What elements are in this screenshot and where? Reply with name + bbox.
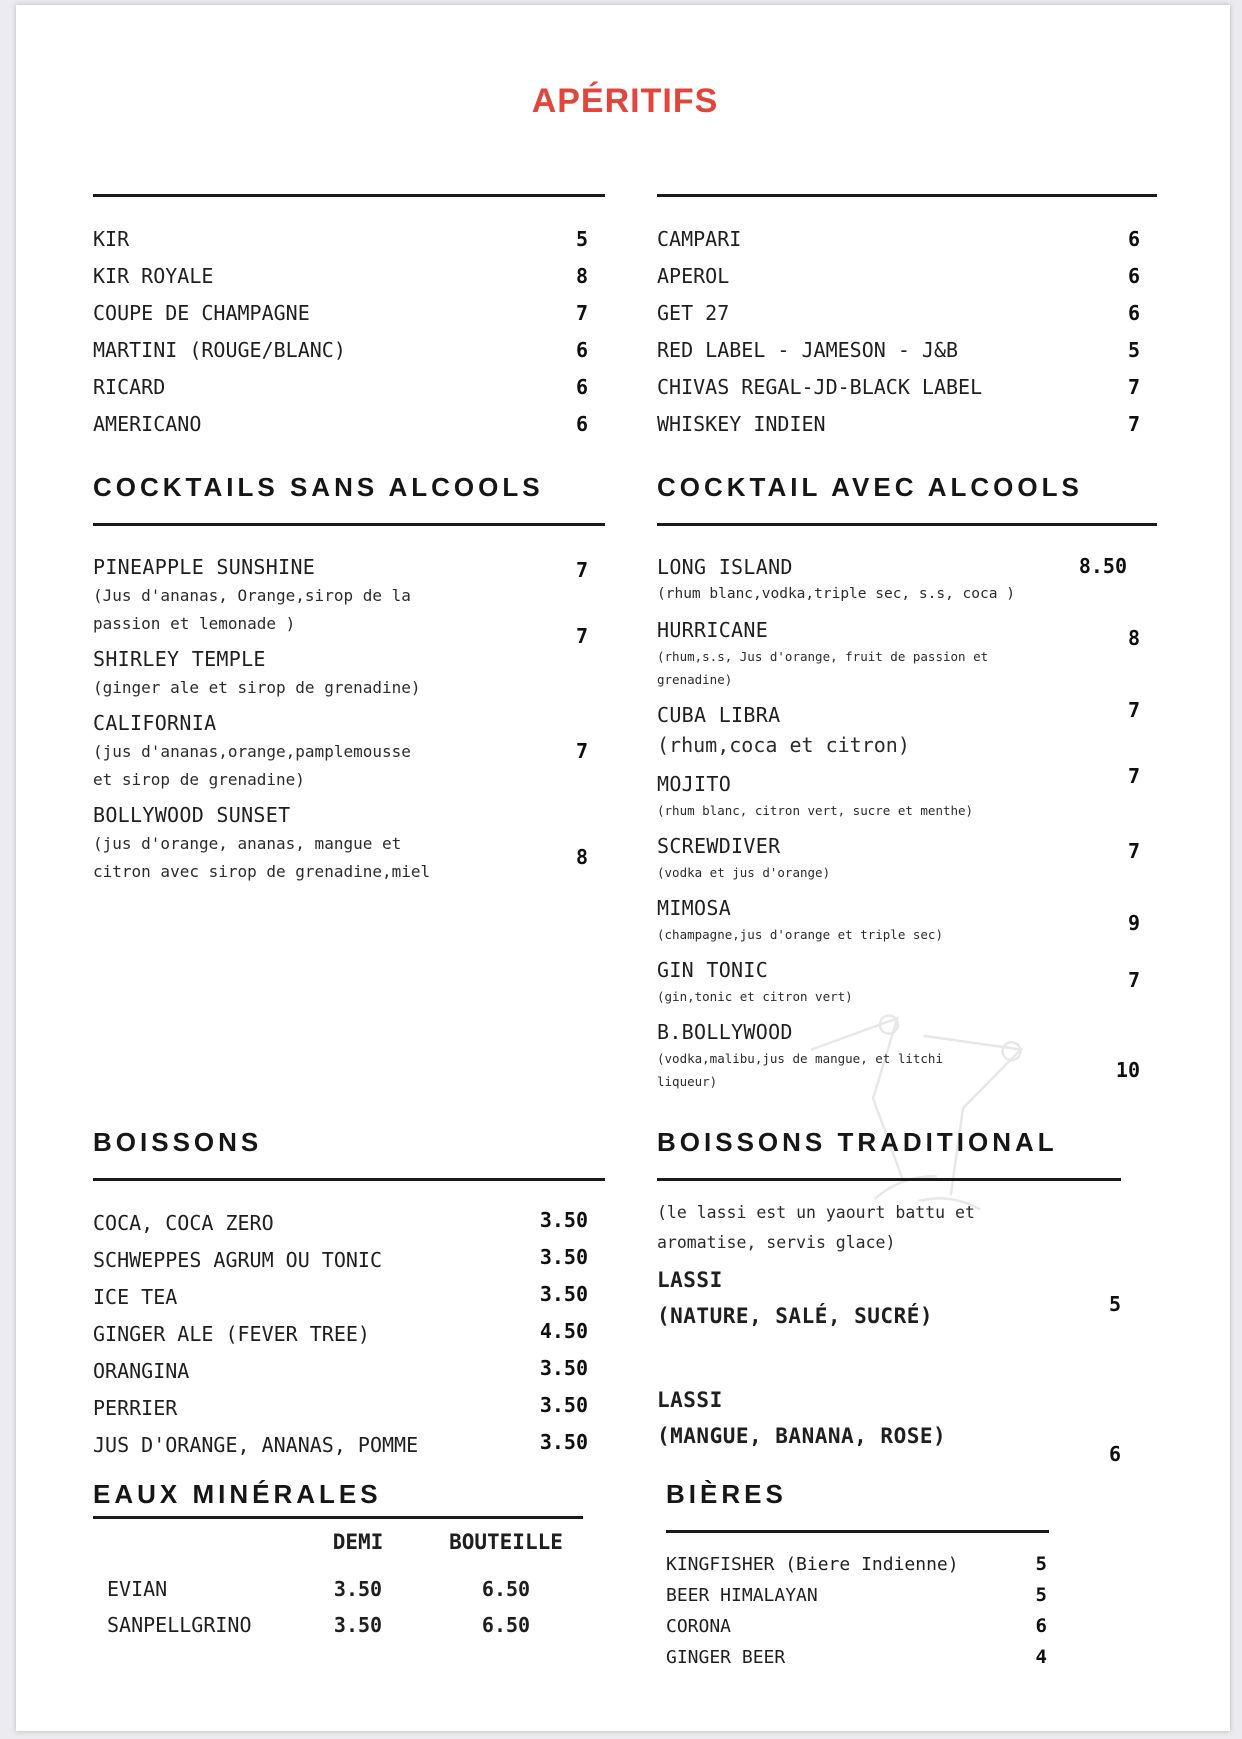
menu-item-price: 7 xyxy=(1127,698,1140,723)
section-heading: BIÈRES xyxy=(666,1479,787,1510)
section-heading: EAUX MINÉRALES xyxy=(93,1479,382,1510)
menu-item-description: (gin,tonic et citron vert) xyxy=(657,989,853,1005)
menu-item xyxy=(666,1580,1049,1611)
menu-item xyxy=(93,1390,605,1427)
menu-item-name: PINEAPPLE SUNSHINE xyxy=(93,555,316,580)
bieres-list xyxy=(666,1549,1049,1673)
section-note: (le lassi est un yaourt battu et aromatise, servis glace) xyxy=(657,1203,975,1253)
menu-item-price: 9 xyxy=(1127,911,1140,936)
menu-item-variants: (NATURE, SALÉ, SUCRÉ) xyxy=(657,1304,934,1329)
menu-item-price: 6 xyxy=(575,375,588,400)
menu-item-name: GINGER BEER xyxy=(666,1647,786,1669)
menu-item-price: 5 xyxy=(1127,338,1140,363)
menu-item xyxy=(93,800,605,886)
menu-item xyxy=(93,1279,605,1316)
menu-item xyxy=(657,552,1157,606)
menu-item-name: KINGFISHER (Biere Indienne) xyxy=(666,1554,959,1576)
menu-item xyxy=(657,1382,1157,1467)
page-title: APÉRITIFS xyxy=(531,82,719,120)
menu-item-name: GINGER ALE (FEVER TREE) xyxy=(93,1322,370,1347)
menu-item xyxy=(657,258,1157,295)
table-row-name: EVIAN xyxy=(107,1577,168,1602)
menu-item-variants: (MANGUE, BANANA, ROSE) xyxy=(657,1424,947,1449)
menu-item-name: COCA, COCA ZERO xyxy=(93,1211,274,1236)
menu-item xyxy=(93,624,605,702)
menu-item-price: 7 xyxy=(575,624,588,649)
menu-page xyxy=(16,5,1230,1731)
table-cell-price: 6.50 xyxy=(481,1577,531,1602)
table-cell-price: 3.50 xyxy=(333,1613,383,1638)
menu-item xyxy=(93,1316,605,1353)
aperitifs-right-column xyxy=(657,194,1157,443)
menu-item-description: (ginger ale et sirop de grenadine) xyxy=(93,678,421,698)
section-heading: BOISSONS xyxy=(93,1127,263,1158)
menu-item xyxy=(93,1205,605,1242)
menu-item-name: JUS D'ORANGE, ANANAS, POMME xyxy=(93,1433,419,1458)
menu-item xyxy=(93,1353,605,1390)
menu-item-name: SHIRLEY TEMPLE xyxy=(93,647,266,672)
bieres-section xyxy=(666,1478,1049,1673)
column-header-demi: DEMI xyxy=(332,1530,384,1555)
menu-item-price: 3.50 xyxy=(539,1356,588,1381)
menu-item xyxy=(666,1611,1049,1642)
boissons-traditional-section xyxy=(657,1126,1157,1467)
menu-item-name: ORANGINA xyxy=(93,1359,190,1384)
menu-item-price: 7 xyxy=(1127,968,1140,993)
menu-item xyxy=(93,221,605,258)
menu-item-description: (rhum,coca et citron) xyxy=(657,733,910,758)
menu-item-price: 7 xyxy=(1127,764,1140,789)
menu-item-description: (vodka et jus d'orange) xyxy=(657,865,831,881)
menu-item-price: 8 xyxy=(575,264,588,289)
menu-item-name: RED LABEL - JAMESON - J&B xyxy=(657,338,959,363)
menu-item-name: BOLLYWOOD SUNSET xyxy=(93,803,291,828)
menu-item-name: BEER HIMALAYAN xyxy=(666,1585,818,1607)
menu-item-price: 6 xyxy=(575,338,588,363)
section-rule xyxy=(93,1516,583,1519)
menu-item-price: 4.50 xyxy=(539,1319,588,1344)
menu-item-name: ICE TEA xyxy=(93,1285,178,1310)
boissons-list xyxy=(93,1205,605,1464)
menu-item-name: CHIVAS REGAL-JD-BLACK LABEL xyxy=(657,375,983,400)
menu-item-name: SCHWEPPES AGRUM OU TONIC xyxy=(93,1248,382,1273)
menu-item-description: (rhum blanc, citron vert, sucre et menthe) xyxy=(657,803,974,819)
column-header-bouteille: BOUTEILLE xyxy=(449,1530,563,1555)
menu-item xyxy=(93,295,605,332)
menu-item-price: 6 xyxy=(1127,301,1140,326)
menu-item xyxy=(657,893,1157,946)
menu-item-price: 7 xyxy=(1127,839,1140,864)
menu-item-name: KIR xyxy=(93,227,130,252)
section-heading: COCKTAIL AVEC ALCOOLS xyxy=(657,472,1083,503)
menu-item-price: 4 xyxy=(1035,1646,1047,1669)
section-rule xyxy=(666,1530,1049,1533)
table-row-name: SANPELLGRINO xyxy=(107,1613,252,1638)
menu-item-name: GIN TONIC xyxy=(657,958,769,983)
menu-item-price: 5 xyxy=(1035,1584,1047,1607)
menu-item xyxy=(657,615,1157,691)
menu-item-name: MIMOSA xyxy=(657,896,732,921)
menu-item-description: (champagne,jus d'orange et triple sec) xyxy=(657,927,943,943)
cocktails-band xyxy=(93,471,1157,1102)
menu-item xyxy=(93,708,605,794)
menu-item-description: (jus d'orange, ananas, mangue et citron avec sirop de grenadine,miel xyxy=(93,834,431,882)
menu-item xyxy=(657,406,1157,443)
section-rule xyxy=(93,1178,605,1181)
menu-item xyxy=(666,1549,1049,1580)
menu-item-price: 3.50 xyxy=(539,1282,588,1307)
table-cell-price: 6.50 xyxy=(481,1613,531,1638)
menu-item-description: (rhum,s.s, Jus d'orange, fruit de passion et grenadine) xyxy=(657,649,989,688)
menu-item xyxy=(666,1642,1049,1673)
menu-item-name: CALIFORNIA xyxy=(93,711,217,736)
menu-item-name: AMERICANO xyxy=(93,412,202,437)
menu-item-price: 8 xyxy=(1127,626,1140,651)
menu-item-name: LONG ISLAND xyxy=(657,555,793,580)
boissons-section xyxy=(93,1126,605,1464)
menu-item xyxy=(93,1242,605,1279)
section-rule xyxy=(93,194,605,197)
menu-item-name: CUBA LIBRA xyxy=(657,703,781,728)
menu-item xyxy=(93,406,605,443)
aperitifs-band xyxy=(93,194,1157,443)
menu-item xyxy=(93,332,605,369)
menu-item xyxy=(657,1262,1157,1334)
menu-item-name: B.BOLLYWOOD xyxy=(657,1020,793,1045)
menu-item-description: (rhum blanc,vodka,triple sec, s.s, coca ) xyxy=(657,586,1015,603)
menu-item-price: 8 xyxy=(575,845,588,870)
section-rule xyxy=(657,523,1157,526)
menu-item-price: 6 xyxy=(1127,264,1140,289)
menu-item xyxy=(657,1017,1157,1093)
menu-item xyxy=(657,764,1157,822)
menu-item-name: MOJITO xyxy=(657,772,732,797)
menu-item xyxy=(657,221,1157,258)
menu-item-price: 6 xyxy=(1108,1442,1121,1467)
eaux-bieres-band xyxy=(93,1478,1157,1673)
menu-item-name: GET 27 xyxy=(657,301,730,326)
section-rule xyxy=(657,194,1157,197)
menu-item xyxy=(657,831,1157,884)
menu-item-description: (Jus d'ananas, Orange,sirop de la passion et lemonade ) xyxy=(93,586,411,634)
menu-item-name: MARTINI (ROUGE/BLANC) xyxy=(93,338,346,363)
boissons-band xyxy=(93,1126,1157,1467)
menu-item xyxy=(93,258,605,295)
menu-item-price: 5 xyxy=(1035,1553,1047,1576)
menu-item xyxy=(657,700,1157,760)
menu-item-price: 3.50 xyxy=(539,1430,588,1455)
section-rule xyxy=(93,523,605,526)
menu-item-price: 5 xyxy=(575,227,588,252)
menu-item-name: CAMPARI xyxy=(657,227,742,252)
menu-item-name: KIR ROYALE xyxy=(93,264,214,289)
menu-item-name: PERRIER xyxy=(93,1396,178,1421)
menu-item xyxy=(657,369,1157,406)
menu-item-price: 6 xyxy=(1035,1615,1047,1638)
menu-item-name: RICARD xyxy=(93,375,166,400)
menu-item xyxy=(657,295,1157,332)
menu-item-name: SCREWDIVER xyxy=(657,834,781,859)
menu-item-price: 7 xyxy=(1127,375,1140,400)
eaux-minerales-section xyxy=(93,1478,583,1643)
menu-item-name: LASSI xyxy=(657,1268,723,1293)
menu-item xyxy=(93,552,605,638)
menu-item xyxy=(93,1427,605,1464)
menu-item-price: 3.50 xyxy=(539,1245,588,1270)
menu-item-name: WHISKEY INDIEN xyxy=(657,412,826,437)
eaux-table xyxy=(93,1527,583,1643)
menu-item-description: (vodka,malibu,jus de mangue, et litchi liqueur) xyxy=(657,1051,943,1090)
aperitifs-left-list xyxy=(93,221,605,443)
cocktails-sans-alcools-section xyxy=(93,471,605,892)
menu-item-price: 7 xyxy=(575,558,588,583)
menu-item xyxy=(93,369,605,406)
menu-item xyxy=(657,332,1157,369)
table-cell-price: 3.50 xyxy=(333,1577,383,1602)
aperitifs-left-column xyxy=(93,194,605,443)
menu-item-price: 3.50 xyxy=(539,1393,588,1418)
menu-item-price: 7 xyxy=(575,301,588,326)
menu-item-description: (jus d'ananas,orange,pamplemousse et sirop de grenadine) xyxy=(93,742,411,790)
menu-item-name: HURRICANE xyxy=(657,618,769,643)
menu-item-price: 5 xyxy=(1108,1292,1121,1317)
menu-item-name: COUPE DE CHAMPAGNE xyxy=(93,301,310,326)
table-corner-cell xyxy=(93,1527,283,1557)
menu-item-price: 8.50 xyxy=(1078,554,1127,579)
menu-item-price: 7 xyxy=(1127,412,1140,437)
menu-item-name: APEROL xyxy=(657,264,730,289)
menu-item-price: 6 xyxy=(1127,227,1140,252)
section-heading: BOISSONS TRADITIONAL xyxy=(657,1127,1058,1158)
menu-item xyxy=(657,955,1157,1008)
aperitifs-right-list xyxy=(657,221,1157,443)
menu-item-name: CORONA xyxy=(666,1616,732,1638)
menu-item-price: 6 xyxy=(575,412,588,437)
menu-content xyxy=(16,5,1230,1673)
menu-item-name: LASSI xyxy=(657,1388,723,1413)
section-rule xyxy=(657,1178,1121,1181)
section-heading: COCKTAILS SANS ALCOOLS xyxy=(93,472,544,503)
menu-item-price: 3.50 xyxy=(539,1208,588,1233)
menu-item-price: 7 xyxy=(575,739,588,764)
cocktail-avec-alcools-section xyxy=(657,471,1157,1102)
menu-item-price: 10 xyxy=(1115,1058,1140,1083)
